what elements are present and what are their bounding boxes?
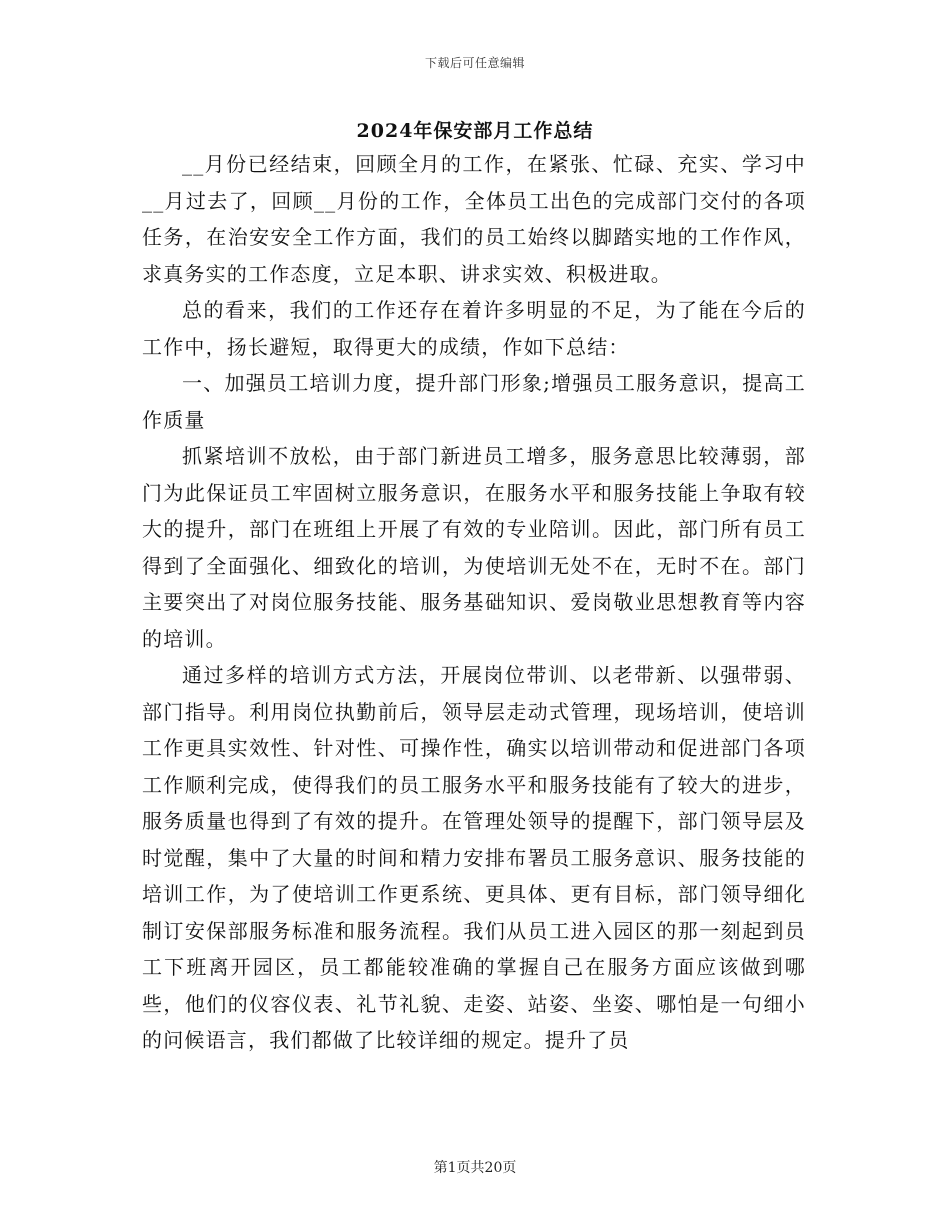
paragraph-intro: __月份已经结束，回顾全月的工作，在紧张、忙碌、充实、学习中__月过去了，回顾__月份的工作，全体员工出色的完成部门交付的各项任务，在治安安全工作方面，我们的员工始终以脚踏实地的工作作风，求真务实的工作态度，立足本职、讲求实效、积极进取。 bbox=[142, 152, 806, 286]
paragraph-summary: 总的看来，我们的工作还存在着许多明显的不足，为了能在今后的工作中，扬长避短，取得更大的成绩，作如下总结： bbox=[142, 298, 806, 359]
section-heading-1: 一、加强员工培训力度，提升部门形象;增强员工服务意识，提高工作质量 bbox=[142, 371, 806, 432]
page-header: 下载后可任意编辑 bbox=[424, 56, 525, 70]
page-number: 第1页共20页 bbox=[433, 1160, 517, 1176]
paragraph-training-methods: 通过多样的培训方式方法，开展岗位带训、以老带新、以强带弱、部门指导。利用岗位执勤前后，领导层走动式管理，现场培训，使培训工作更具实效性、针对性、可操作性，确实以培训带动和促进部门各项工作顺利完成，使得我们的员工服务水平和服务技能有了较大的进步，服务质量也得到了有效的提升。在管理处领导的提醒下，部门领导层及时觉醒，集中了大量的时间和精力安排布署员工服务意识、服务技能的培训工作，为了使培训工作更系统、更具体、更有目标，部门领导细化制订安保部服务标准和服务流程。我们从员工进入园区的那一刻起到员工下班离开园区，员工都能较准确的掌握自己在服务方面应该做到哪些，他们的仪容仪表、礼节礼貌、走姿、站姿、坐姿、哪怕是一句细小的问候语言，我们都做了比较详细的规定。提升了员 bbox=[142, 663, 806, 1052]
document-title: 2024年保安部月工作总结 bbox=[356, 120, 594, 142]
paragraph-training: 抓紧培训不放松，由于部门新进员工增多，服务意思比较薄弱，部门为此保证员工牢固树立服务意识，在服务水平和服务技能上争取有较大的提升，部门在班组上开展了有效的专业陪训。因此，部门所有员工得到了全面强化、细致化的培训，为使培训无处不在，无时不在。部门主要突出了对岗位服务技能、服务基础知识、爱岗敬业思想教育等内容的培训。 bbox=[142, 444, 806, 651]
document-body bbox=[142, 146, 806, 1059]
